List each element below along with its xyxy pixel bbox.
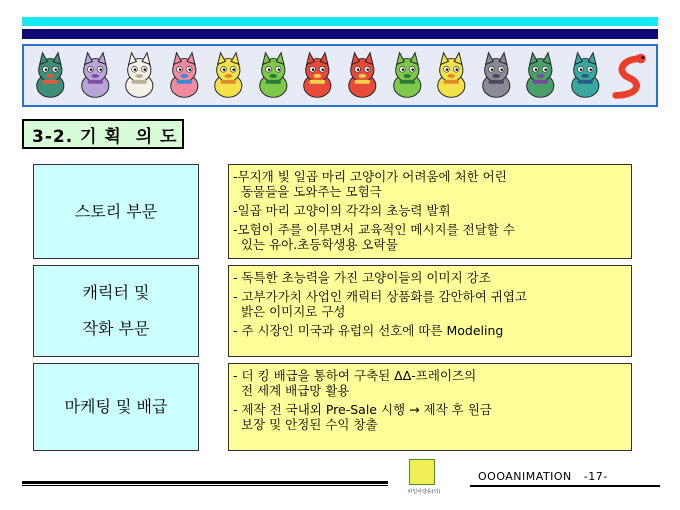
bullet-item: - 독특한 초능력을 가진 고양이들의 이미지 강조 [233,270,491,285]
character-label-box [33,265,199,357]
yellow-cat-icon [429,50,474,102]
footer-label: OOOANIMATION -17- [478,470,608,483]
turtle-icon [518,50,563,102]
story-label-box [33,164,199,259]
bullet-item: - 고부가가치 사업인 캐릭터 상품화를 감안하여 귀엽고 밝은 이미지로 구성 [233,289,528,319]
company-logo-icon [409,459,435,485]
story-content-box [228,164,632,259]
logo-caption: 파일사랑동(의) [407,489,441,495]
row-label-line: 캐릭터 및 [82,283,150,302]
bullet-item: - 제작 전 국내외 Pre-Sale 시행 → 제작 후 원금 보장 및 안정된 수익 창출 [233,402,492,432]
bullet-item: -모험이 주를 이루면서 교육적인 메시지를 전달할 수 있는 유아.초등학생용 오락물 [233,222,515,252]
yellow-cat-icon [206,50,251,102]
footer-rule [22,481,388,484]
lizard-icon [563,50,608,102]
gray-cat-icon [474,50,519,102]
bullet-item: -무지개 빛 일곱 마리 고양이가 어려움에 처한 어린 동물들을 도와주는 모험극 [233,169,507,199]
character-content-box [228,265,632,357]
top-cyan-bar [22,17,658,26]
footer-rule-right [470,485,660,487]
marketing-content-box [228,363,632,451]
row-label-line: 작화 부문 [82,319,150,338]
bullet-item: - 더 킹 배급을 통하여 구축된 ΔΔ-프레이즈의 전 세계 배급망 활용 [233,368,477,398]
section-title-box [22,119,184,149]
row-label-line: 스토리 부문 [74,201,158,221]
pink-pig-icon [162,50,207,102]
row-label-line: 마케팅 및 배급 [64,397,168,416]
section-title: 3-2. 기 획 의 도 [32,126,178,147]
purple-dog-icon [73,50,118,102]
fish-creature-icon [28,50,73,102]
top-navy-bar [22,29,658,39]
white-dog-icon [117,50,162,102]
red-cat-icon [340,50,385,102]
red-cat-icon [295,50,340,102]
bullet-item: -일곱 마리 고양이의 각각의 초능력 발휘 [233,203,451,218]
green-cat-icon [251,50,296,102]
red-snake-icon [608,50,653,102]
footer-rule-thin [22,485,388,486]
green-cat-icon [385,50,430,102]
marketing-label-box [33,363,199,451]
bullet-item: - 주 시장인 미국과 유럽의 선호에 따른 Modeling [233,323,504,338]
character-banner [22,44,658,107]
